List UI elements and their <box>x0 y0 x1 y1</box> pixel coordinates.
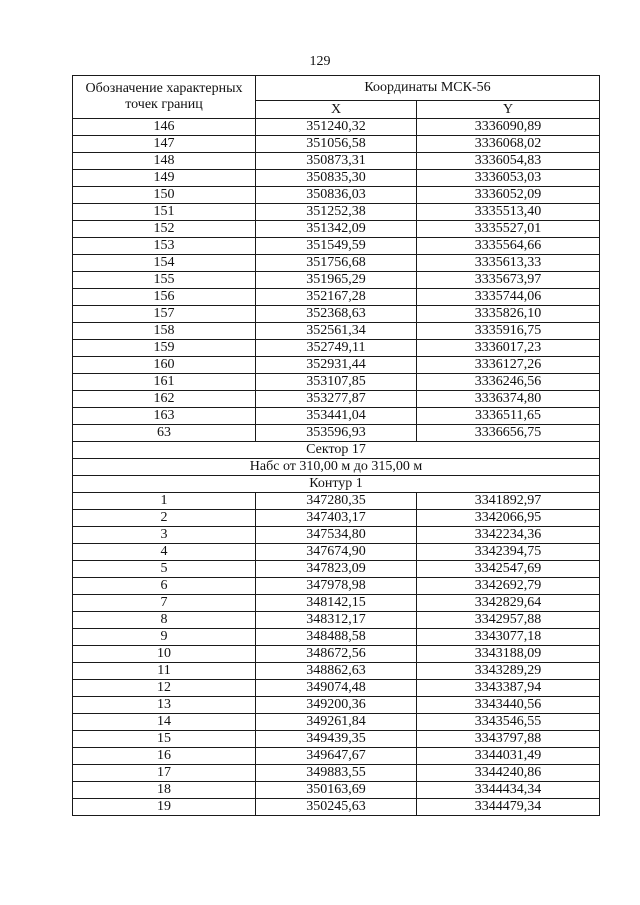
x-cell: 351342,09 <box>256 221 417 238</box>
point-cell: 161 <box>73 374 256 391</box>
table-row <box>73 272 600 289</box>
x-cell: 352167,28 <box>256 289 417 306</box>
point-cell: 17 <box>73 765 256 782</box>
x-cell: 348312,17 <box>256 612 417 629</box>
table-row <box>73 544 600 561</box>
point-cell: 19 <box>73 799 256 816</box>
table-row <box>73 306 600 323</box>
y-cell: 3335613,33 <box>417 255 600 272</box>
y-cell: 3343077,18 <box>417 629 600 646</box>
point-cell: 5 <box>73 561 256 578</box>
table-row <box>73 782 600 799</box>
point-cell: 158 <box>73 323 256 340</box>
point-cell: 152 <box>73 221 256 238</box>
x-cell: 349883,55 <box>256 765 417 782</box>
point-cell: 11 <box>73 663 256 680</box>
point-cell: 12 <box>73 680 256 697</box>
point-cell: 162 <box>73 391 256 408</box>
table-row <box>73 187 600 204</box>
coords-column-group-header: Координаты МСК-56 <box>256 76 600 101</box>
point-cell: 154 <box>73 255 256 272</box>
x-cell: 347978,98 <box>256 578 417 595</box>
x-cell: 348672,56 <box>256 646 417 663</box>
table-row <box>73 289 600 306</box>
table-row <box>73 680 600 697</box>
y-cell: 3336127,26 <box>417 357 600 374</box>
point-cell: 155 <box>73 272 256 289</box>
y-cell: 3335826,10 <box>417 306 600 323</box>
y-cell: 3342829,64 <box>417 595 600 612</box>
point-cell: 147 <box>73 136 256 153</box>
x-cell: 350245,63 <box>256 799 417 816</box>
y-cell: 3343797,88 <box>417 731 600 748</box>
page-number: 129 <box>309 54 331 69</box>
x-cell: 348488,58 <box>256 629 417 646</box>
point-cell: 3 <box>73 527 256 544</box>
x-cell: 349261,84 <box>256 714 417 731</box>
point-cell: 13 <box>73 697 256 714</box>
x-cell: 348862,63 <box>256 663 417 680</box>
y-cell: 3336656,75 <box>417 425 600 442</box>
x-cell: 351252,38 <box>256 204 417 221</box>
coordinates-table-body <box>73 76 600 816</box>
y-cell: 3335513,40 <box>417 204 600 221</box>
y-cell: 3343289,29 <box>417 663 600 680</box>
table-row <box>73 663 600 680</box>
point-column-header <box>73 76 256 119</box>
y-cell: 3342234,36 <box>417 527 600 544</box>
x-cell: 348142,15 <box>256 595 417 612</box>
point-cell: 10 <box>73 646 256 663</box>
x-cell: 351756,68 <box>256 255 417 272</box>
x-cell: 349200,36 <box>256 697 417 714</box>
y-cell: 3336054,83 <box>417 153 600 170</box>
x-cell: 351549,59 <box>256 238 417 255</box>
y-cell: 3344479,34 <box>417 799 600 816</box>
y-cell: 3341892,97 <box>417 493 600 510</box>
y-cell: 3343546,55 <box>417 714 600 731</box>
table-row <box>73 510 600 527</box>
table-row <box>73 697 600 714</box>
x-cell: 353277,87 <box>256 391 417 408</box>
y-cell: 3344031,49 <box>417 748 600 765</box>
table-row <box>73 119 600 136</box>
height-range-label: Набс от 310,00 м до 315,00 м <box>73 459 600 476</box>
x-cell: 352749,11 <box>256 340 417 357</box>
point-cell: 63 <box>73 425 256 442</box>
table-row <box>73 561 600 578</box>
point-cell: 16 <box>73 748 256 765</box>
y-cell: 3336374,80 <box>417 391 600 408</box>
y-cell: 3336246,56 <box>417 374 600 391</box>
point-cell: 160 <box>73 357 256 374</box>
table-row <box>73 374 600 391</box>
y-cell: 3335744,06 <box>417 289 600 306</box>
point-cell: 157 <box>73 306 256 323</box>
sector-label: Сектор 17 <box>73 442 600 459</box>
table-row <box>73 714 600 731</box>
x-cell: 350835,30 <box>256 170 417 187</box>
table-row <box>73 170 600 187</box>
x-cell: 349647,67 <box>256 748 417 765</box>
table-row <box>73 255 600 272</box>
y-cell: 3336052,09 <box>417 187 600 204</box>
x-cell: 351056,58 <box>256 136 417 153</box>
table-row <box>73 765 600 782</box>
table-row <box>73 748 600 765</box>
table-row <box>73 323 600 340</box>
x-cell: 352561,34 <box>256 323 417 340</box>
point-cell: 150 <box>73 187 256 204</box>
coordinates-table <box>72 75 600 816</box>
y-cell: 3336090,89 <box>417 119 600 136</box>
point-cell: 2 <box>73 510 256 527</box>
table-row <box>73 629 600 646</box>
x-cell: 349074,48 <box>256 680 417 697</box>
table-row <box>73 646 600 663</box>
table-header-row <box>73 76 600 101</box>
height-range-label-row <box>73 459 600 476</box>
table-row <box>73 493 600 510</box>
table-row <box>73 204 600 221</box>
x-cell: 350163,69 <box>256 782 417 799</box>
point-cell: 18 <box>73 782 256 799</box>
table-row <box>73 136 600 153</box>
table-row <box>73 799 600 816</box>
table-row <box>73 425 600 442</box>
point-cell: 9 <box>73 629 256 646</box>
table-row <box>73 391 600 408</box>
y-cell: 3336053,03 <box>417 170 600 187</box>
point-cell: 153 <box>73 238 256 255</box>
y-cell: 3344434,34 <box>417 782 600 799</box>
contour-label-row <box>73 476 600 493</box>
x-cell: 353596,93 <box>256 425 417 442</box>
table-row <box>73 612 600 629</box>
y-cell: 3343188,09 <box>417 646 600 663</box>
y-cell: 3343387,94 <box>417 680 600 697</box>
x-cell: 352368,63 <box>256 306 417 323</box>
x-cell: 347403,17 <box>256 510 417 527</box>
y-cell: 3342066,95 <box>417 510 600 527</box>
point-cell: 159 <box>73 340 256 357</box>
table-row <box>73 408 600 425</box>
contour-label: Контур 1 <box>73 476 600 493</box>
table-row <box>73 578 600 595</box>
point-cell: 4 <box>73 544 256 561</box>
y-cell: 3343440,56 <box>417 697 600 714</box>
x-cell: 350873,31 <box>256 153 417 170</box>
y-cell: 3342394,75 <box>417 544 600 561</box>
y-cell: 3342547,69 <box>417 561 600 578</box>
x-cell: 351240,32 <box>256 119 417 136</box>
x-cell: 349439,35 <box>256 731 417 748</box>
x-cell: 353107,85 <box>256 374 417 391</box>
point-cell: 6 <box>73 578 256 595</box>
x-cell: 350836,03 <box>256 187 417 204</box>
y-cell: 3335673,97 <box>417 272 600 289</box>
table-row <box>73 221 600 238</box>
point-column-header-line1: Обозначение характерных <box>85 81 243 96</box>
y-cell: 3335564,66 <box>417 238 600 255</box>
x-cell: 352931,44 <box>256 357 417 374</box>
x-column-header: X <box>256 101 417 119</box>
point-cell: 163 <box>73 408 256 425</box>
point-cell: 146 <box>73 119 256 136</box>
table-row <box>73 153 600 170</box>
point-cell: 148 <box>73 153 256 170</box>
y-cell: 3335916,75 <box>417 323 600 340</box>
point-cell: 14 <box>73 714 256 731</box>
y-cell: 3342957,88 <box>417 612 600 629</box>
x-cell: 347823,09 <box>256 561 417 578</box>
table-row <box>73 238 600 255</box>
point-cell: 8 <box>73 612 256 629</box>
point-column-header-line2: точек границ <box>125 97 203 112</box>
x-cell: 347280,35 <box>256 493 417 510</box>
point-cell: 1 <box>73 493 256 510</box>
table-row <box>73 595 600 612</box>
table-row <box>73 340 600 357</box>
y-cell: 3335527,01 <box>417 221 600 238</box>
y-cell: 3336068,02 <box>417 136 600 153</box>
table-row <box>73 731 600 748</box>
point-cell: 156 <box>73 289 256 306</box>
point-cell: 7 <box>73 595 256 612</box>
y-column-header: Y <box>417 101 600 119</box>
table-row <box>73 527 600 544</box>
x-cell: 353441,04 <box>256 408 417 425</box>
y-cell: 3344240,86 <box>417 765 600 782</box>
x-cell: 347674,90 <box>256 544 417 561</box>
point-cell: 149 <box>73 170 256 187</box>
point-cell: 151 <box>73 204 256 221</box>
y-cell: 3336511,65 <box>417 408 600 425</box>
x-cell: 347534,80 <box>256 527 417 544</box>
y-cell: 3342692,79 <box>417 578 600 595</box>
sector-label-row <box>73 442 600 459</box>
point-cell: 15 <box>73 731 256 748</box>
table-row <box>73 357 600 374</box>
x-cell: 351965,29 <box>256 272 417 289</box>
y-cell: 3336017,23 <box>417 340 600 357</box>
